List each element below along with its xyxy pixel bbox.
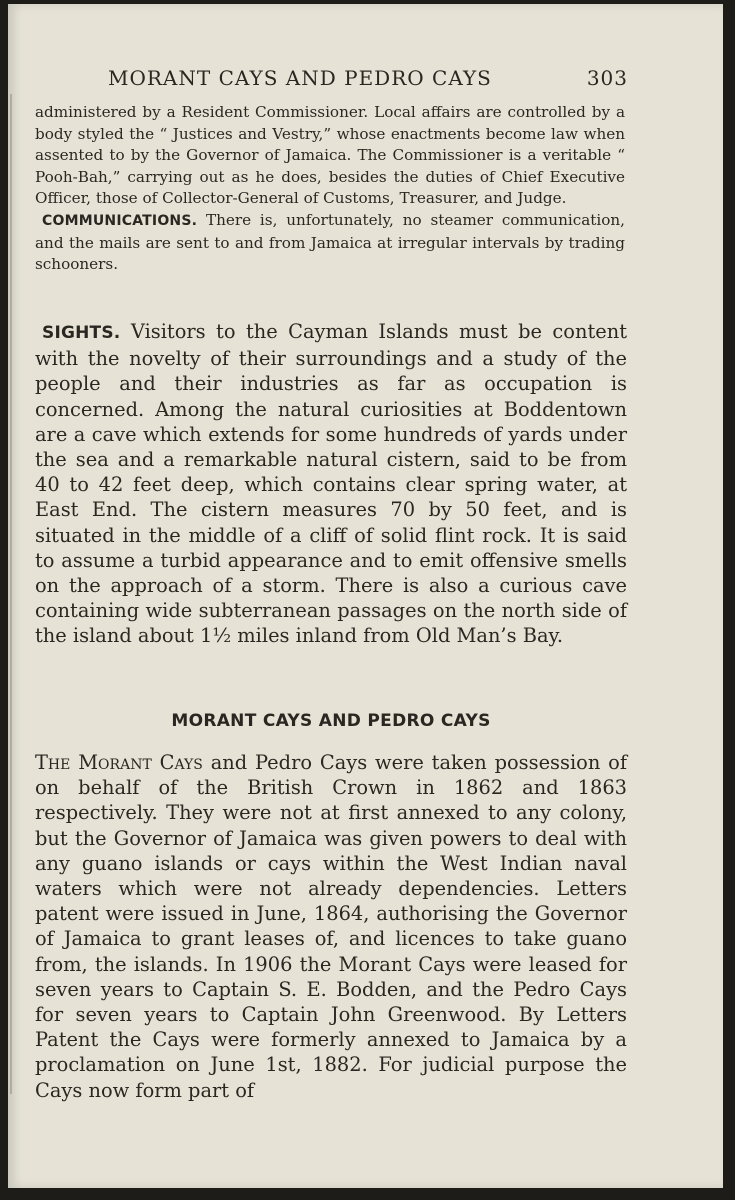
sights-heading: SIGHTS.	[42, 323, 121, 343]
section-title: MORANT CAYS AND PEDRO CAYS	[171, 711, 491, 731]
page-number: 303	[586, 66, 628, 90]
small-print-block	[35, 102, 625, 276]
morant-lead: The Morant Cays	[35, 751, 203, 774]
sights-text: Visitors to the Cayman Islands must be content with the novelty of their surroundings and a study of the people and their industries as far as occupation is concerned. Among the natural curiosities at Boddentown are a cave which extends for some hundreds of yards under the sea and a remarkable natural cistern, said to be from 40 to 42 feet deep, which contains clear spring water, at East End. The cistern measures 70 by 50 feet, and is situated in the middle of a cliff of solid flint rock. It is said to assume a turbid appearance and to emit offensive smells on the approach of a storm. There is also a curious cave containing wide subterranean passages on the north side of the island about 1½ miles inland from Old Man’s Bay.	[35, 320, 627, 648]
book-page	[8, 4, 723, 1188]
running-title: MORANT CAYS AND PEDRO CAYS	[108, 66, 492, 90]
sights-paragraph	[35, 319, 627, 649]
morant-block	[35, 750, 627, 1103]
morant-paragraph	[35, 750, 627, 1103]
morant-text: and Pedro Cays were taken possession of on behalf of the British Crown in 1862 and 1863 respectively. They were not at first annexed to any colony, but the Governor of Jamaica was given powers to deal with any guano islands or cays within the West Indian naval waters which were not already dependencies. Letters patent were issued in June, 1864, authorising the Governor of Jamaica to grant leases of, and licences to take guano from, the islands. In 1906 the Morant Cays were leased for seven years to Captain S. E. Bodden, and the Pedro Cays for seven years to Captain John Greenwood. By Letters Patent the Cays were formerly annexed to Jamaica by a proclamation on June 1st, 1882. For judicial purpose the Cays now form part of	[35, 751, 628, 1102]
sights-block	[35, 319, 627, 649]
communications-text: There is, unfortunately, no steamer communication, and the mails are sent to and from Jamaica at irregular intervals by trading schooners.	[35, 210, 626, 274]
communications-paragraph	[35, 210, 625, 276]
intro-paragraph: administered by a Resident Commissioner. Local affairs are controlled by a body styled the “ Justices and Vestry,” whose enactments become law when assented to by the Governor of Jamaica. The Commissioner is a veritable “ Pooh-Bah,” carrying out as he does, besides the duties of Chief Executive Officer, those of Collector-General of Customs, Treasurer, and Judge.	[35, 103, 625, 208]
communications-heading: COMMUNICATIONS.	[42, 212, 198, 229]
